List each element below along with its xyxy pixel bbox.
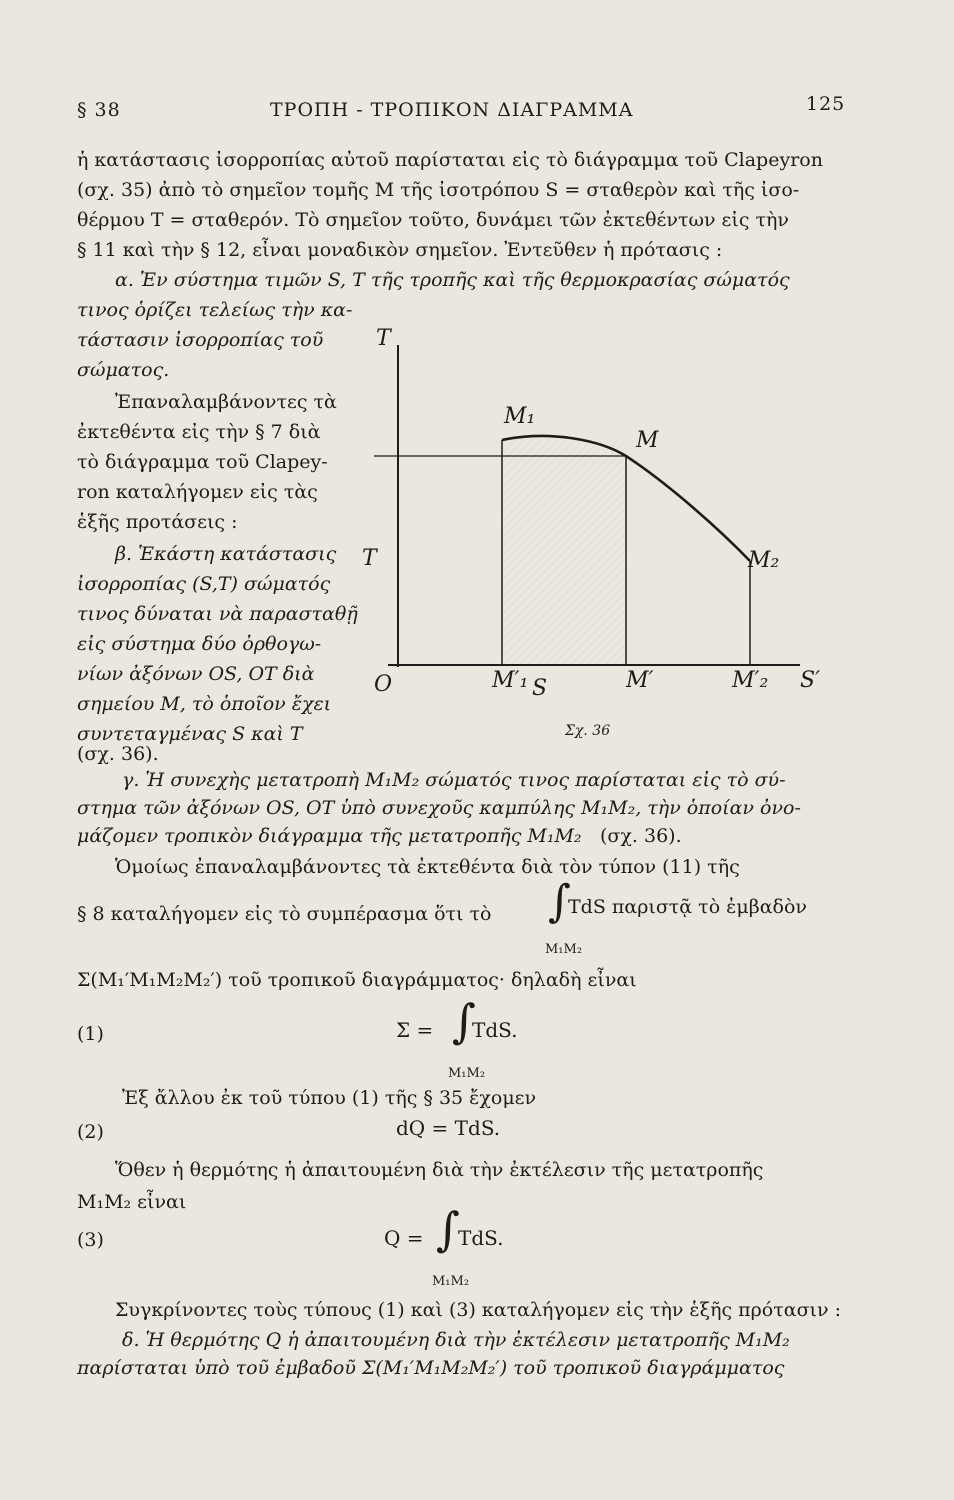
text-line: Ἐπαναλαμβάνοντες τὰ: [115, 391, 337, 413]
proposition-c-line: στημα τῶν ἀξόνων OS, OT ὑπὸ συνεχοῦς καμπύλης M₁M₂, τὴν ὁποίαν ὀνο-: [77, 797, 801, 819]
text-line: Σ(M₁′M₁M₂M₂′) τοῦ τροπικοῦ διαγράμματος· δηλαδὴ εἶναι: [77, 969, 637, 991]
area-sigma: [502, 440, 626, 665]
text-line: § 11 καὶ τὴν § 12, εἶναι μοναδικὸν σημεῖον. Ἐντεῦθεν ἡ πρότασις :: [77, 239, 723, 261]
text-line: ἡ κατάστασις ἰσορροπίας αὐτοῦ παρίσταται εἰς τὸ διάγραμμα τοῦ Clapeyron: [77, 149, 823, 171]
text-line: Ἐξ ἄλλου ἐκ τοῦ τύπου (1) τῆς § 35 ἔχομεν: [122, 1087, 537, 1109]
m1-prime-label: M′₁: [492, 668, 529, 693]
proposition-b-line: ἰσορροπίας (S,T) σώματός: [77, 573, 331, 595]
text-line: (σχ. 35) ἀπὸ τὸ σημεῖον τομῆς M τῆς ἰσοτρόπου S = σταθερὸν καὶ τῆς ἰσο-: [77, 179, 800, 201]
equation-2-number: (2): [77, 1121, 104, 1143]
proposition-d-line: παρίσταται ὑπὸ τοῦ ἐμβαδοῦ Σ(M₁′M₁M₂M₂′) τοῦ τροπικοῦ διαγράμματος: [77, 1357, 785, 1379]
text-line: ron καταλήγομεν εἰς τὰς: [77, 481, 318, 503]
proposition-b-line: τινος δύναται νὰ παρασταθῇ: [77, 603, 358, 625]
equation-3-limits: M₁M₂: [432, 1274, 470, 1289]
equation-3-integrand: TdS.: [458, 1226, 504, 1250]
section-number: § 38: [77, 99, 121, 121]
t-point-label: T: [362, 546, 377, 571]
text-line: ἑξῆς προτάσεις :: [77, 511, 238, 533]
proposition-c-line: γ. Ἡ συνεχὴς μετατροπὴ M₁M₂ σώματός τινος παρίσταται εἰς τὸ σύ-: [122, 769, 786, 791]
proposition-a-line: τινος ὁρίζει τελείως τὴν κα-: [77, 299, 353, 321]
s-axis-label: S′: [800, 668, 821, 693]
m2-label: M₂: [748, 548, 780, 573]
figure-36-diagram: [360, 315, 840, 755]
text-line: θέρμου T = σταθερόν. Τὸ σημεῖον τοῦτο, δυνάμει τῶν ἐκτεθέντων εἰς τὴν: [77, 209, 789, 231]
integral-sign: ∫: [452, 994, 476, 1048]
proposition-b-line: β. Ἑκάστη κατάστασις: [115, 543, 337, 565]
integral-sign: ∫: [436, 1202, 460, 1256]
integral-sign: ∫: [548, 876, 571, 927]
equation-1-lhs: Σ =: [396, 1018, 434, 1042]
m2-prime-label: M′₂: [732, 668, 769, 693]
text-line: Ὅθεν ἡ θερμότης ἡ ἀπαιτουμένη διὰ τὴν ἐκτέλεσιν τῆς μετατροπῆς: [115, 1159, 764, 1181]
page-number: 125: [806, 93, 846, 115]
proposition-b-end: (σχ. 36).: [77, 743, 159, 765]
equation-1-number: (1): [77, 1023, 104, 1045]
text-line: TdS παριστᾷ τὸ ἐμβαδὸν: [568, 896, 807, 918]
equation-3-number: (3): [77, 1229, 104, 1251]
text-line: M₁M₂ εἶναι: [77, 1191, 187, 1213]
m-label: M: [636, 428, 659, 453]
text-line: τὸ διάγραμμα τοῦ Clapey-: [77, 451, 328, 473]
text-line: § 8 καταλήγομεν εἰς τὸ συμπέρασμα ὅτι τὸ: [77, 903, 492, 925]
proposition-a-line: α. Ἐν σύστημα τιμῶν S, T τῆς τροπῆς καὶ τῆς θερμοκρασίας σώματός: [115, 269, 790, 291]
origin-label: O: [374, 672, 393, 697]
integral-limits: M₁M₂: [545, 942, 583, 957]
proposition-c-line: μάζομεν τροπικὸν διάγραμμα τῆς μετατροπῆς M₁M₂: [77, 825, 582, 847]
figure-caption: Σχ. 36: [565, 723, 611, 739]
t-axis-label: T: [376, 326, 391, 351]
s-point-label: S: [532, 676, 548, 701]
proposition-b-line: εἰς σύστημα δύο ὀρθογω-: [77, 633, 322, 655]
text-line: Ὁμοίως ἐπαναλαμβάνοντες τὰ ἐκτεθέντα διὰ τὸν τύπον (11) τῆς: [115, 856, 740, 878]
equation-2-expr: dQ = TdS.: [396, 1116, 501, 1140]
proposition-c-ref: (σχ. 36).: [600, 825, 682, 847]
proposition-a-line: τάστασιν ἰσορροπίας τοῦ: [77, 329, 324, 351]
proposition-b-line: νίων ἀξόνων OS, OT διὰ: [77, 663, 315, 685]
proposition-a-line: σώματος.: [77, 359, 170, 381]
proposition-b-line: συντεταγμένας S καὶ T: [77, 723, 303, 745]
equation-1-limits: M₁M₂: [448, 1066, 486, 1081]
equation-3-lhs: Q =: [384, 1226, 424, 1250]
page-title: ΤΡΟΠΗ - ΤΡΟΠΙΚΟΝ ΔΙΑΓΡΑΜΜΑ: [270, 99, 634, 121]
m-prime-label: M′: [626, 668, 654, 693]
m1-label: M₁: [504, 404, 536, 429]
text-line: ἐκτεθέντα εἰς τὴν § 7 διὰ: [77, 421, 321, 443]
text-line: Συγκρίνοντες τοὺς τύπους (1) καὶ (3) καταλήγομεν εἰς τὴν ἑξῆς πρότασιν :: [115, 1299, 841, 1321]
proposition-b-line: σημείου M, τὸ ὁποῖον ἔχει: [77, 693, 332, 715]
proposition-d-line: δ. Ἡ θερμότης Q ἡ ἀπαιτουμένη διὰ τὴν ἐκτέλεσιν μετατροπῆς M₁M₂: [122, 1329, 790, 1351]
equation-1-integrand: TdS.: [472, 1018, 518, 1042]
